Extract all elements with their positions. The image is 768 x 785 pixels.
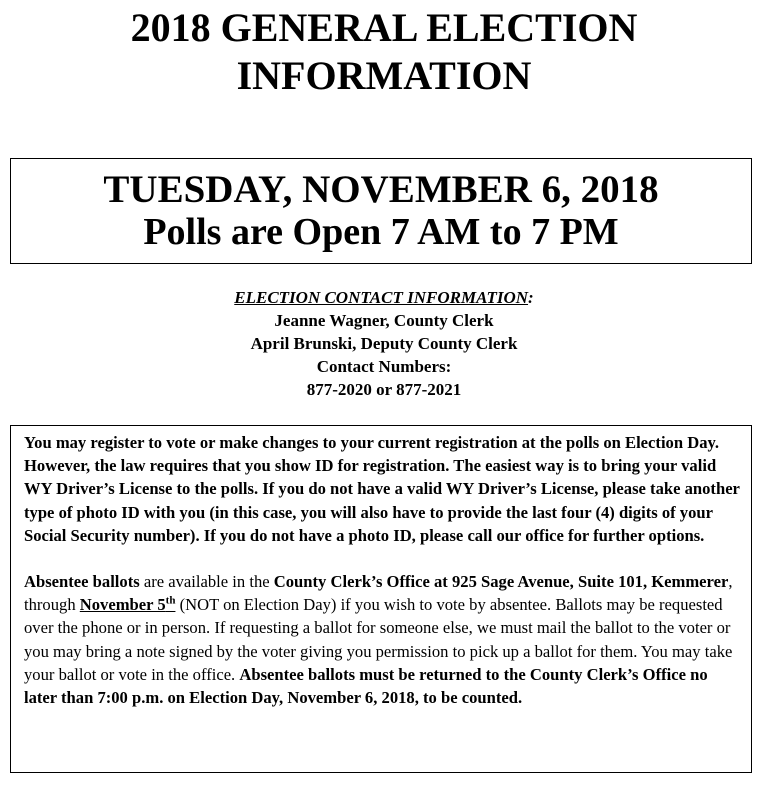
- contact-numbers: 877-2020 or 877-2021: [306, 380, 462, 399]
- absentee-deadline-day: November 5: [79, 595, 166, 615]
- absentee-text-2: , through: [24, 572, 733, 615]
- absentee-text-3: (NOT on Election Day) if you wish to vote by absentee. Ballots may be requested over the phone or in person. If requesting a ballot for someone else, we must mail the ballot to the voter or you may bring a note signed by the voter giving you permission to pick up a ballot for them. You may take your ballot or vote in the office.: [24, 595, 733, 684]
- polls-hours: Polls are Open 7 AM to 7 PM: [143, 211, 619, 253]
- contact-numbers-label: Contact Numbers:: [316, 357, 452, 376]
- absentee-lead: Absentee ballots: [24, 572, 140, 592]
- absentee-deadline-suffix: th: [165, 594, 176, 607]
- contact-heading-colon: :: [528, 288, 534, 307]
- absentee-paragraph: [24, 570, 741, 709]
- absentee-deadline: [80, 595, 176, 614]
- contact-heading: ELECTION CONTACT INFORMATION: [234, 288, 529, 307]
- deputy-county-clerk: April Brunski, Deputy County Clerk: [250, 334, 518, 353]
- contact-heading-line: [0, 286, 768, 309]
- clerk-office-address: County Clerk’s Office at 925 Sage Avenue, Suite 101, Kemmerer: [273, 572, 729, 592]
- page-title: [0, 4, 768, 100]
- info-box: [10, 425, 752, 773]
- absentee-text-1: are available in the: [139, 572, 274, 592]
- title-line-2: INFORMATION: [236, 53, 532, 98]
- county-clerk: Jeanne Wagner, County Clerk: [274, 311, 494, 330]
- absentee-return-notice: Absentee ballots must be returned to the County Clerk’s Office no later than 7:00 p.m. on Election Day, November 6, 2018, to be counted.: [24, 664, 708, 708]
- title-line-1: 2018 GENERAL ELECTION: [130, 5, 638, 50]
- registration-paragraph: You may register to vote or make changes to your current registration at the polls on Election Day. However, the law requires that you show ID for registration. The easiest way is to bring your valid WY Driver’s License to the polls. If you do not have a valid WY Driver’s License, please take another type of photo ID with you (in this case, you will also have to provide the last four (4) digits of your Social Security number). If you do not have a photo ID, please call our office for further options.: [24, 433, 740, 545]
- contact-section: [0, 286, 768, 401]
- election-date: TUESDAY, NOVEMBER 6, 2018: [103, 168, 659, 211]
- election-date-box: [10, 158, 752, 264]
